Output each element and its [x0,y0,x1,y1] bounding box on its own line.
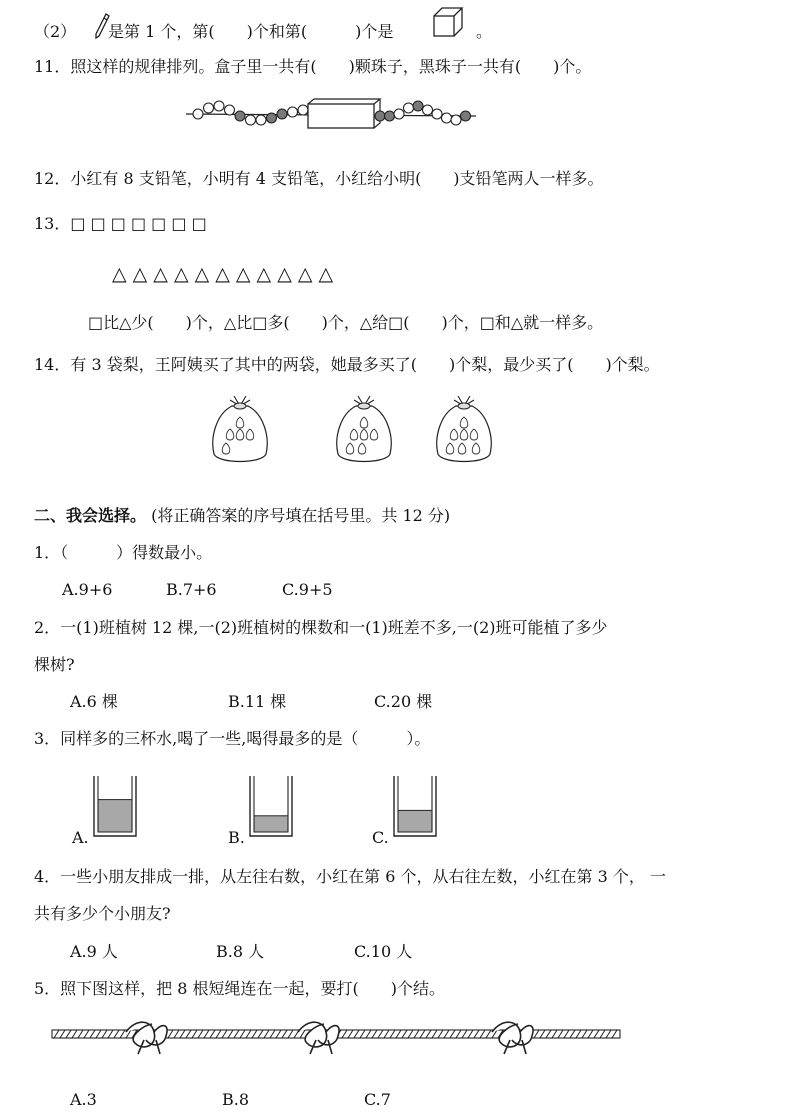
section2-heading [34,506,450,526]
section2-title: 二、我会选择。 [34,506,147,525]
c5-option-b: B.8 [222,1090,250,1109]
c1-text: 1．（ ）得数最小。 [34,543,213,562]
c3-text: 3．同样多的三杯水,喝了一些,喝得最多的是（ ）。 [34,729,431,748]
c2-option-b: B.11 棵 [228,692,287,711]
q13-squares: 13．□ □ □ □ □ □ □ [34,214,207,233]
pear-bag-icon [208,394,272,466]
c5-option-a: A.3 [70,1090,97,1109]
c2-text2: 棵树? [34,655,75,674]
rope-knot-icon [52,1018,622,1058]
cup-icon [392,772,438,840]
q12-text: 12．小红有 8 支铅笔，小明有 4 支铅笔，小红给小明( )支铅笔两人一样多。 [34,169,604,188]
q13-question: □比△少( )个，△比□多( )个，△给□( )个，□和△就一样多。 [88,313,604,332]
c3-option-c: C. [372,828,389,847]
c4-option-c: C.10 人 [354,942,413,961]
pear-bag-icon [332,394,396,466]
c1-option-a: A.9+6 [62,580,113,599]
q14-text: 14．有 3 袋梨，王阿姨买了其中的两袋，她最多买了( )个梨，最少买了( )个梨。 [34,355,660,374]
c1-option-b: B.7+6 [166,580,217,599]
c3-option-a: A. [72,828,89,847]
c4-text: 4．一些小朋友排成一排，从左往右数，小红在第 6 个，从右往左数，小红在第 3 个， 一 [34,867,666,886]
bead-string-icon [186,96,476,132]
c4-text2: 共有多少个小朋友? [34,904,171,923]
q13-triangles: △ △ △ △ △ △ △ △ △ △ △ [112,263,334,285]
cup-icon [248,772,294,840]
c1-option-c: C.9+5 [282,580,333,599]
q10-prefix: （2） [34,22,77,41]
c2-text: 2．一(1)班植树 12 棵,一(2)班植树的棵数和一(1)班差不多,一(2)班可能植了多少 [34,618,608,637]
cup-icon [92,772,138,840]
q11-text: 11．照这样的规律排列。盒子里一共有( )颗珠子，黑珠子一共有( )个。 [34,57,592,76]
q10-part2-line [34,22,76,42]
c5-option-c: C.7 [364,1090,391,1109]
q10-end: 。 [476,22,493,41]
c4-option-a: A.9 人 [70,942,118,961]
c3-option-b: B. [228,828,245,847]
q10-part2-text: 是第 1 个，第( )个和第( )个是 [108,22,394,41]
c2-option-a: A.6 棵 [70,692,118,711]
c2-option-c: C.20 棵 [374,692,433,711]
cube-icon [432,6,464,38]
c5-text: 5．照下图这样，把 8 根短绳连在一起，要打( )个结。 [34,979,446,998]
pear-bag-icon [432,394,496,466]
section2-note: (将正确答案的序号填在括号里。共 12 分) [151,506,451,525]
c4-option-b: B.8 人 [216,942,265,961]
